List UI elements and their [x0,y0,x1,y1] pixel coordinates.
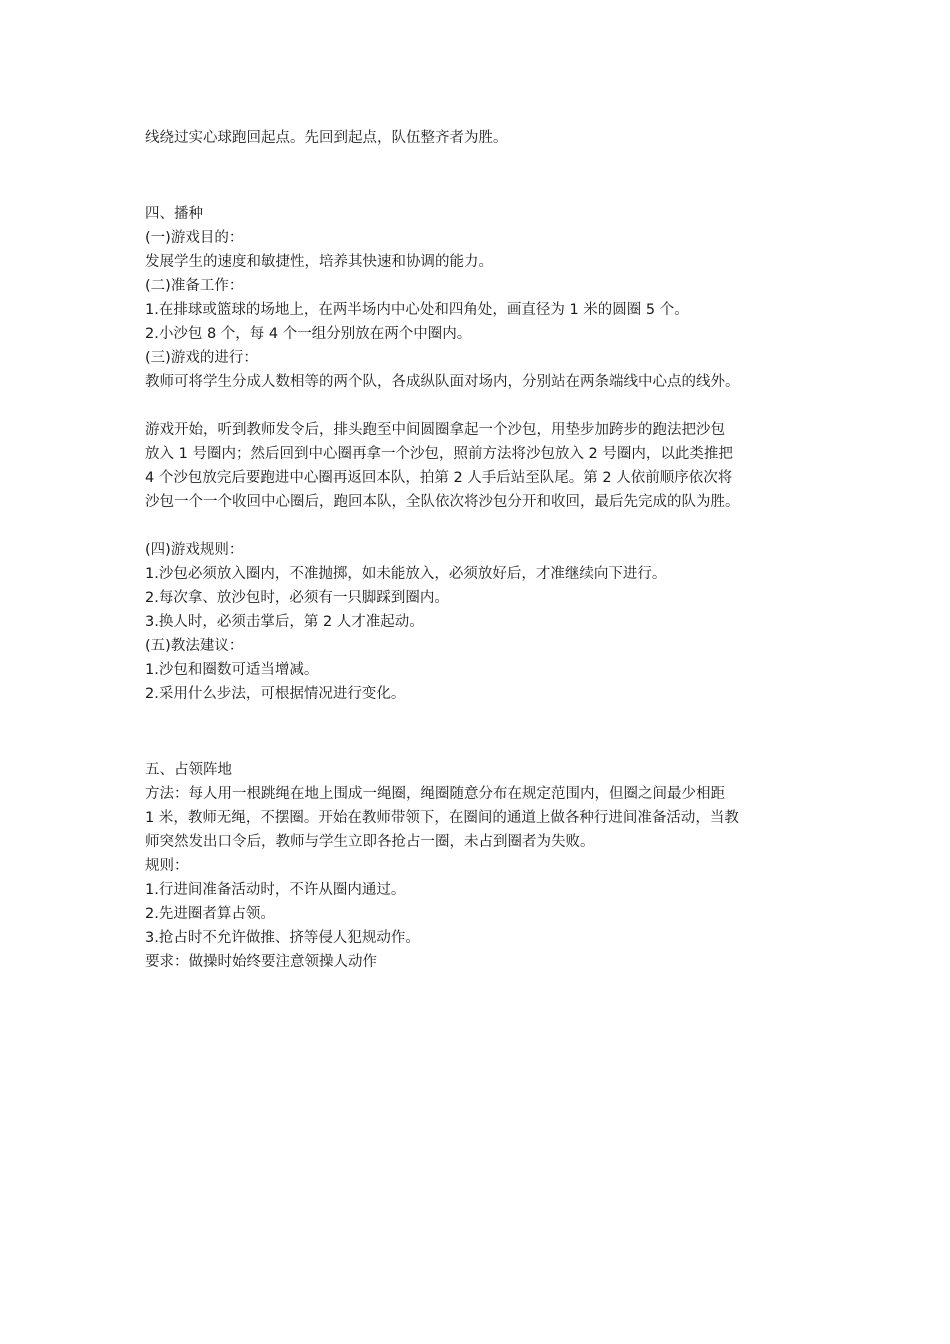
section-spacer [145,150,835,202]
section-title: 四、播种 [145,206,203,222]
purpose-heading: (一)游戏目的： [145,230,244,246]
rule-item: 3.换人时，必须击掌后，第 2 人才准起动。 [145,614,424,630]
section-title: 五、占领阵地 [145,762,232,778]
advice-item: 1.沙包和圈数可适当增减。 [145,662,319,678]
rule-item: 2.先进圈者算占领。 [145,906,275,922]
prep-item: 1.在排球或篮球的场地上，在两半场内中心处和四角处，画直径为 1 米的圆圈 5 个。 [145,302,689,318]
process-detail-line: 4 个沙包放完后要跑进中心圈再返回本队，拍第 2 人手后站至队尾。第 2 人依前顺序依次将 [145,470,733,486]
paragraph-spacer [145,394,835,418]
section-bozhong [145,202,835,706]
document-body [145,126,835,974]
advice-heading: (五)教法建议： [145,638,244,654]
prep-heading: (二)准备工作： [145,278,244,294]
continuation-text: 线绕过实心球跑回起点。先回到起点，队伍整齐者为胜。 [145,130,508,146]
advice-item: 2.采用什么步法，可根据情况进行变化。 [145,686,406,702]
paragraph-spacer [145,514,835,538]
process-detail-line: 放入 1 号圈内；然后回到中心圈再拿一个沙包，照前方法将沙包放入 2 号圈内，以此类推把 [145,446,733,462]
rule-item: 3.抢占时不允许做推、挤等侵人犯规动作。 [145,930,420,946]
section-spacer [145,706,835,758]
rule-item: 1.沙包必须放入圈内，不准抛掷，如未能放入，必须放好后，才准继续向下进行。 [145,566,667,582]
process-detail-line: 游戏开始，听到教师发令后，排头跑至中间圆圈拿起一个沙包，用垫步加跨步的跑法把沙包 [145,422,725,438]
rule-item: 2.每次拿、放沙包时，必须有一只脚踩到圈内。 [145,590,449,606]
rules-heading: 规则： [145,858,189,874]
method-line: 师突然发出口令后，教师与学生立即各抢占一圈，未占到圈者为失败。 [145,834,595,850]
requirement-text: 要求：做操时始终要注意领操人动作 [145,954,377,970]
method-line: 1 米，教师无绳，不摆圈。开始在教师带领下，在圈间的通道上做各种行进间准备活动，当教 [145,810,739,826]
method-line: 方法：每人用一根跳绳在地上围成一绳圈，绳圈随意分布在规定范围内，但圈之间最少相距 [145,786,725,802]
purpose-text: 发展学生的速度和敏捷性，培养其快速和协调的能力。 [145,254,493,270]
process-heading: (三)游戏的进行： [145,350,258,366]
process-text: 教师可将学生分成人数相等的两个队，各成纵队面对场内，分别站在两条端线中心点的线外。 [145,374,740,390]
rules-heading: (四)游戏规则： [145,542,244,558]
prep-item: 2.小沙包 8 个，每 4 个一组分别放在两个中圈内。 [145,326,472,342]
rule-item: 1.行进间准备活动时，不许从圈内通过。 [145,882,406,898]
process-detail-line: 沙包一个一个收回中心圈后，跑回本队，全队依次将沙包分开和收回，最后先完成的队为胜。 [145,494,740,510]
section-zhanling-zhendi [145,758,835,974]
